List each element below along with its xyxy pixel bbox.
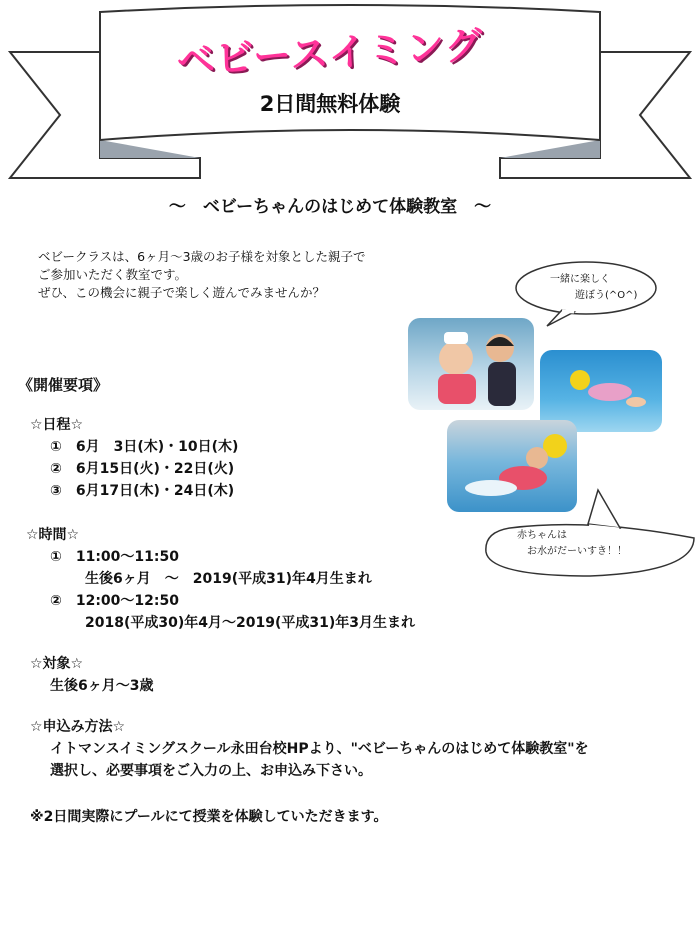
apply-section [30, 716, 589, 782]
target-label: ☆対象☆ [30, 656, 84, 672]
apply-label: ☆申込み方法☆ [30, 719, 126, 735]
intro-text [38, 248, 366, 302]
time-slot: ② 12:00～12:50 [50, 593, 179, 609]
photo-baby-with-parent [408, 318, 534, 410]
apply-line: イトマンスイミングスクール永田台校HPより、"ベビーちゃんのはじめて体験教室"を [50, 741, 589, 757]
schedule-label: ☆日程☆ [30, 417, 84, 433]
bubble-1-text [550, 272, 637, 304]
time-eligibility: 2018(平成30)年4月～2019(平成31)年3月生まれ [85, 615, 415, 631]
target-section [30, 653, 153, 697]
target-value: 生後6ヶ月～3歳 [50, 678, 154, 694]
note-text: ※2日間実際にプールにて授業を体験していただきます。 [30, 809, 388, 825]
banner-subtitle: 2日間無料体験 [259, 92, 401, 116]
bubble-1-line: 一緒に楽しく [550, 274, 610, 285]
time-label: ☆時間☆ [26, 527, 80, 543]
schedule-item: ③ 6月17日(木)・24日(木) [50, 483, 235, 499]
bubble-1-line: 遊ぼう(^O^) [575, 290, 638, 301]
schedule-item: ① 6月 3日(木)・10日(木) [50, 439, 239, 455]
banner-title: ベビースイミング [175, 22, 485, 84]
intro-line: ご参加いただく教室です。 [38, 267, 188, 282]
intro-line: ベビークラスは、6ヶ月～3歳のお子様を対象とした親子で [38, 249, 366, 264]
time-slot: ① 11:00～11:50 [50, 549, 179, 565]
bubble-2-line: お水がだーいすき！！ [527, 546, 627, 557]
apply-line: 選択し、必要事項をご入力の上、お申込み下さい。 [50, 763, 372, 779]
schedule-section [30, 414, 238, 502]
details-heading: 《開催要項》 [18, 376, 109, 394]
bubble-2-line: 赤ちゃんは [517, 530, 567, 541]
bubble-2-text [517, 528, 627, 560]
page-heading: ～ ベビーちゃんのはじめて体験教室 ～ [168, 197, 492, 217]
intro-line: ぜひ、この機会に親子で楽しく遊んでみませんか？ [38, 285, 326, 300]
time-eligibility: 生後6ヶ月 ～ 2019(平成31)年4月生まれ [85, 571, 372, 587]
schedule-item: ② 6月15日(火)・22日(火) [50, 461, 235, 477]
time-section [26, 524, 415, 634]
